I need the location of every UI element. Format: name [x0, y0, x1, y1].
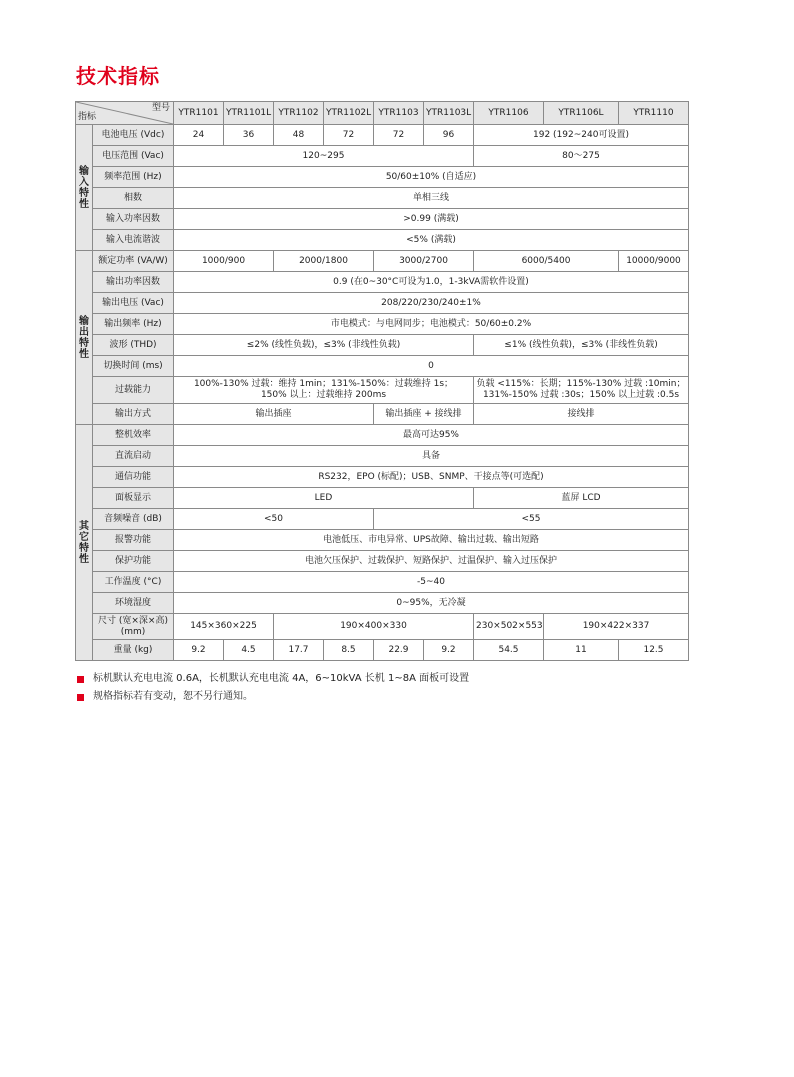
row-label: 输出电压 (Vac): [93, 293, 174, 314]
model-header: YTR1103L: [424, 102, 474, 125]
row-label: 输出方式: [93, 404, 174, 425]
row-label: 波形 (THD): [93, 335, 174, 356]
cell: 单相三线: [174, 188, 689, 209]
cell: 192 (192~240可设置): [474, 125, 689, 146]
header-row: [76, 102, 689, 125]
cell: ≤2% (线性负载)，≤3% (非线性负载): [174, 335, 474, 356]
table-row: [76, 272, 689, 293]
cell-line: 100%-130% 过载：维持 1min；131%-150%：过载维持 1s；: [193, 379, 454, 389]
row-label: [93, 614, 174, 640]
cell: 输出插座 + 接线排: [374, 404, 474, 425]
cell: >0.99 (满载): [174, 209, 689, 230]
cell: 22.9: [374, 640, 424, 661]
cell: 24: [174, 125, 224, 146]
row-label: 通信功能: [93, 467, 174, 488]
table-row: [76, 488, 689, 509]
cell: 输出插座: [174, 404, 374, 425]
corner-cell: [76, 102, 174, 125]
cell: 10000/9000: [619, 251, 689, 272]
row-label: 报警功能: [93, 530, 174, 551]
row-label: 输出频率 (Hz): [93, 314, 174, 335]
cell: 0: [174, 356, 689, 377]
table-row: [76, 125, 689, 146]
row-label: 面板显示: [93, 488, 174, 509]
cell: 接线排: [474, 404, 689, 425]
cell: 9.2: [424, 640, 474, 661]
row-label: 音频噪音 (dB): [93, 509, 174, 530]
cell: -5~40: [174, 572, 689, 593]
model-header: YTR1106: [474, 102, 544, 125]
cell: 80～275: [474, 146, 689, 167]
cell: 8.5: [324, 640, 374, 661]
corner-spec-label: 指标: [78, 112, 97, 122]
cell: 0~95%，无冷凝: [174, 593, 689, 614]
note-text: 规格指标若有变动，恕不另行通知。: [93, 691, 253, 702]
cell: 50/60±10% (自适应): [174, 167, 689, 188]
row-label: 保护功能: [93, 551, 174, 572]
note-item: [77, 670, 469, 688]
cell: 电池低压、市电异常、UPS故障、输出过载、输出短路: [174, 530, 689, 551]
cell: 最高可达95%: [174, 425, 689, 446]
cell: ≤1% (线性负载)，≤3% (非线性负载): [474, 335, 689, 356]
cell: <5% (满载): [174, 230, 689, 251]
cell: 12.5: [619, 640, 689, 661]
page-title: 技术指标: [76, 64, 160, 88]
cell: 72: [324, 125, 374, 146]
table-row: [76, 425, 689, 446]
table-row: [76, 188, 689, 209]
row-label: 输入电流谐波: [93, 230, 174, 251]
model-header: YTR1102: [274, 102, 324, 125]
table-row: [76, 530, 689, 551]
table-row: [76, 551, 689, 572]
cell: RS232，EPO (标配)；USB、SNMP、干接点等(可选配): [174, 467, 689, 488]
table-row: [76, 230, 689, 251]
cell: 145×360×225: [174, 614, 274, 640]
row-label: 重量 (kg): [93, 640, 174, 661]
row-label: 整机效率: [93, 425, 174, 446]
group-label-input: 输入特性: [76, 125, 93, 251]
cell: 190×400×330: [274, 614, 474, 640]
cell: 0.9 (在0~30°C可设为1.0，1-3kVA需软件设置): [174, 272, 689, 293]
model-header: YTR1102L: [324, 102, 374, 125]
cell: 蓝屏 LCD: [474, 488, 689, 509]
table-row: [76, 314, 689, 335]
table-row: [76, 209, 689, 230]
square-bullet-icon: [77, 694, 84, 701]
corner-model-label: 型号: [151, 103, 170, 113]
table-row: [76, 640, 689, 661]
cell: 2000/1800: [274, 251, 374, 272]
row-label: 工作温度 (°C): [93, 572, 174, 593]
row-label: 输出功率因数: [93, 272, 174, 293]
cell: 48: [274, 125, 324, 146]
cell: 190×422×337: [544, 614, 689, 640]
model-header: YTR1110: [619, 102, 689, 125]
notes: [77, 670, 469, 706]
table-row: [76, 167, 689, 188]
table-row: [76, 404, 689, 425]
table-row: [76, 593, 689, 614]
table-row: [76, 614, 689, 640]
model-header: YTR1101L: [224, 102, 274, 125]
table-row: [76, 377, 689, 404]
cell: 具备: [174, 446, 689, 467]
row-label: 相数: [93, 188, 174, 209]
table-row: [76, 146, 689, 167]
cell: 市电模式：与电网同步；电池模式：50/60±0.2%: [174, 314, 689, 335]
cell: 208/220/230/240±1%: [174, 293, 689, 314]
cell: 96: [424, 125, 474, 146]
table-row: [76, 251, 689, 272]
cell: 电池欠压保护、过载保护、短路保护、过温保护、输入过压保护: [174, 551, 689, 572]
table-row: [76, 356, 689, 377]
note-text: 标机默认充电电流 0.6A，长机默认充电电流 4A，6~10kVA 长机 1~8A 面板可设置: [93, 673, 470, 684]
cell: [474, 377, 689, 404]
cell: 230×502×553: [474, 614, 544, 640]
table-row: [76, 293, 689, 314]
cell: 17.7: [274, 640, 324, 661]
model-header: YTR1106L: [544, 102, 619, 125]
row-label: 切换时间 (ms): [93, 356, 174, 377]
model-header: YTR1103: [374, 102, 424, 125]
cell-line: 负载 <115%：长期；115%-130% 过载 :10min；: [476, 379, 686, 389]
table-row: [76, 335, 689, 356]
cell-line: 150% 以上：过载维持 200ms: [260, 390, 387, 400]
cell: LED: [174, 488, 474, 509]
table-row: [76, 467, 689, 488]
cell: <50: [174, 509, 374, 530]
row-label-line: (mm): [120, 626, 146, 637]
model-header: YTR1101: [174, 102, 224, 125]
spec-table: [75, 101, 689, 661]
table-row: [76, 509, 689, 530]
row-label: 电池电压 (Vdc): [93, 125, 174, 146]
square-bullet-icon: [77, 676, 84, 683]
cell: 54.5: [474, 640, 544, 661]
cell: 9.2: [174, 640, 224, 661]
group-label-other: 其它特性: [76, 425, 93, 661]
cell: 72: [374, 125, 424, 146]
row-label: 过载能力: [93, 377, 174, 404]
cell: <55: [374, 509, 689, 530]
row-label: 环境湿度: [93, 593, 174, 614]
note-item: [77, 688, 469, 706]
cell: 4.5: [224, 640, 274, 661]
row-label: 直流启动: [93, 446, 174, 467]
row-label: 频率范围 (Hz): [93, 167, 174, 188]
cell: 1000/900: [174, 251, 274, 272]
row-label: 输入功率因数: [93, 209, 174, 230]
cell: 11: [544, 640, 619, 661]
group-label-output: 输出特性: [76, 251, 93, 425]
table-row: [76, 446, 689, 467]
cell: 6000/5400: [474, 251, 619, 272]
cell: 3000/2700: [374, 251, 474, 272]
row-label: 额定功率 (VA/W): [93, 251, 174, 272]
cell: [174, 377, 474, 404]
cell: 120~295: [174, 146, 474, 167]
row-label: 电压范围 (Vac): [93, 146, 174, 167]
table-row: [76, 572, 689, 593]
cell-line: 131%-150% 过载 :30s；150% 以上过载 :0.5s: [482, 390, 680, 400]
row-label-line: 尺寸 (宽×深×高): [98, 615, 168, 626]
cell: 36: [224, 125, 274, 146]
